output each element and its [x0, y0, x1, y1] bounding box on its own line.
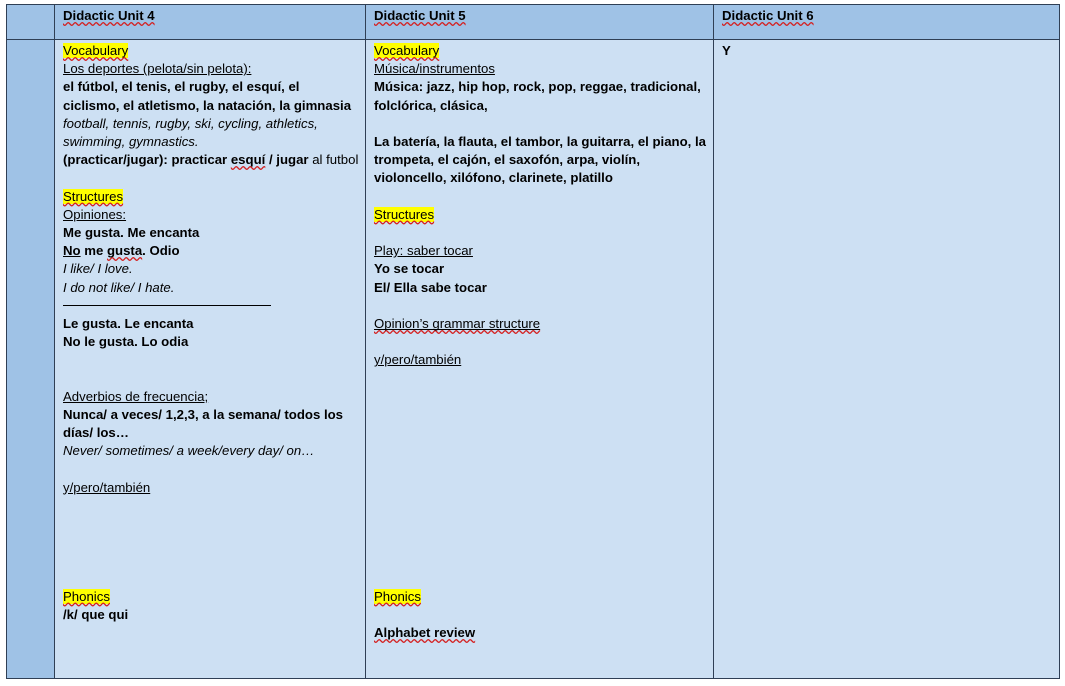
unit5-conjunctions: y/pero/también [374, 352, 462, 368]
unit4-i-like: I like/ I love. [63, 261, 133, 277]
unit5-alphabet-review: Alphabet review [374, 625, 476, 641]
unit4-no-le-gusta: No le gusta. Lo odia [63, 334, 189, 350]
header-unit-4-label: Didactic Unit 4 [63, 8, 155, 23]
unit4-structures-title: Structures [63, 188, 124, 204]
unit4-opiniones-heading: Opiniones: [63, 206, 127, 222]
unit4-practicar-line: (practicar/jugar): practicar esquí / jugar al futbol [63, 152, 359, 168]
unit4-nunca: Nunca/ a veces/ 1,2,3, a la semana/ todos los días/ los… [63, 406, 344, 441]
didactic-units-table [6, 4, 1060, 679]
unit4-sports-spanish: el fútbol, el tenis, el rugby, el esquí, el ciclismo, el atletismo, la natación, la gimnasia [63, 79, 352, 113]
unit5-structures-title: Structures [374, 206, 435, 222]
unit4-no-me-gusta: No me gusta. Odio [63, 243, 180, 259]
unit4-le-gusta: Le gusta. Le encanta [63, 315, 194, 331]
header-cell-blank [7, 5, 55, 40]
header-unit-4 [55, 5, 366, 40]
unit4-never: Never/ sometimes/ a week/every day/ on… [63, 443, 315, 459]
unit4-sports-english: football, tennis, rugby, ski, cycling, athletics, swimming, gymnastics. [63, 115, 318, 150]
side-column-cell [7, 40, 55, 679]
unit-5-cell [366, 40, 714, 679]
unit4-vocabulary-title: Vocabulary [63, 43, 129, 58]
header-unit-6-label: Didactic Unit 6 [722, 8, 814, 23]
unit5-instruments: La batería, la flauta, el tambor, la guitarra, el piano, la trompeta, el cajón, el saxofón, arpa, violín, violoncello, xilófono, clarinete, platillo [374, 134, 706, 186]
header-unit-6 [714, 5, 1060, 40]
unit5-music-heading: Música/instrumentos [374, 61, 495, 77]
header-unit-5-label: Didactic Unit 5 [374, 8, 466, 23]
esqui-word: esquí [230, 152, 266, 168]
unit-4-cell [55, 40, 366, 679]
unit4-phonics-title: Phonics [63, 588, 110, 604]
divider-line [63, 305, 271, 306]
header-unit-5 [366, 5, 714, 40]
unit5-vocabulary-title: Vocabulary [374, 43, 440, 58]
unit6-content: Y [722, 43, 731, 58]
unit5-play-heading: Play: saber tocar [374, 243, 473, 259]
unit4-i-do-not-like: I do not like/ I hate. [63, 279, 175, 295]
unit5-opinion-heading: Opinion’s grammar structure [374, 315, 541, 331]
unit5-yo-se-tocar: Yo se tocar [374, 261, 445, 277]
unit4-adverbios-heading: Adverbios de frecuencia; [63, 388, 209, 404]
unit5-music-genres: Música: jazz, hip hop, rock, pop, reggae, tradicional, folclórica, clásica, [374, 79, 701, 113]
content-row [7, 40, 1060, 679]
unit4-me-gusta: Me gusta. Me encanta [63, 225, 200, 241]
header-row [7, 5, 1060, 40]
unit5-el-ella: El/ Ella sabe tocar [374, 279, 487, 295]
unit5-phonics-title: Phonics [374, 588, 421, 604]
unit4-phonics: /k/ que qui [63, 606, 129, 622]
unit4-sports-heading: Los deportes (pelota/sin pelota): [63, 61, 252, 77]
unit4-conjunctions: y/pero/también [63, 479, 151, 495]
unit-6-cell [714, 40, 1060, 679]
